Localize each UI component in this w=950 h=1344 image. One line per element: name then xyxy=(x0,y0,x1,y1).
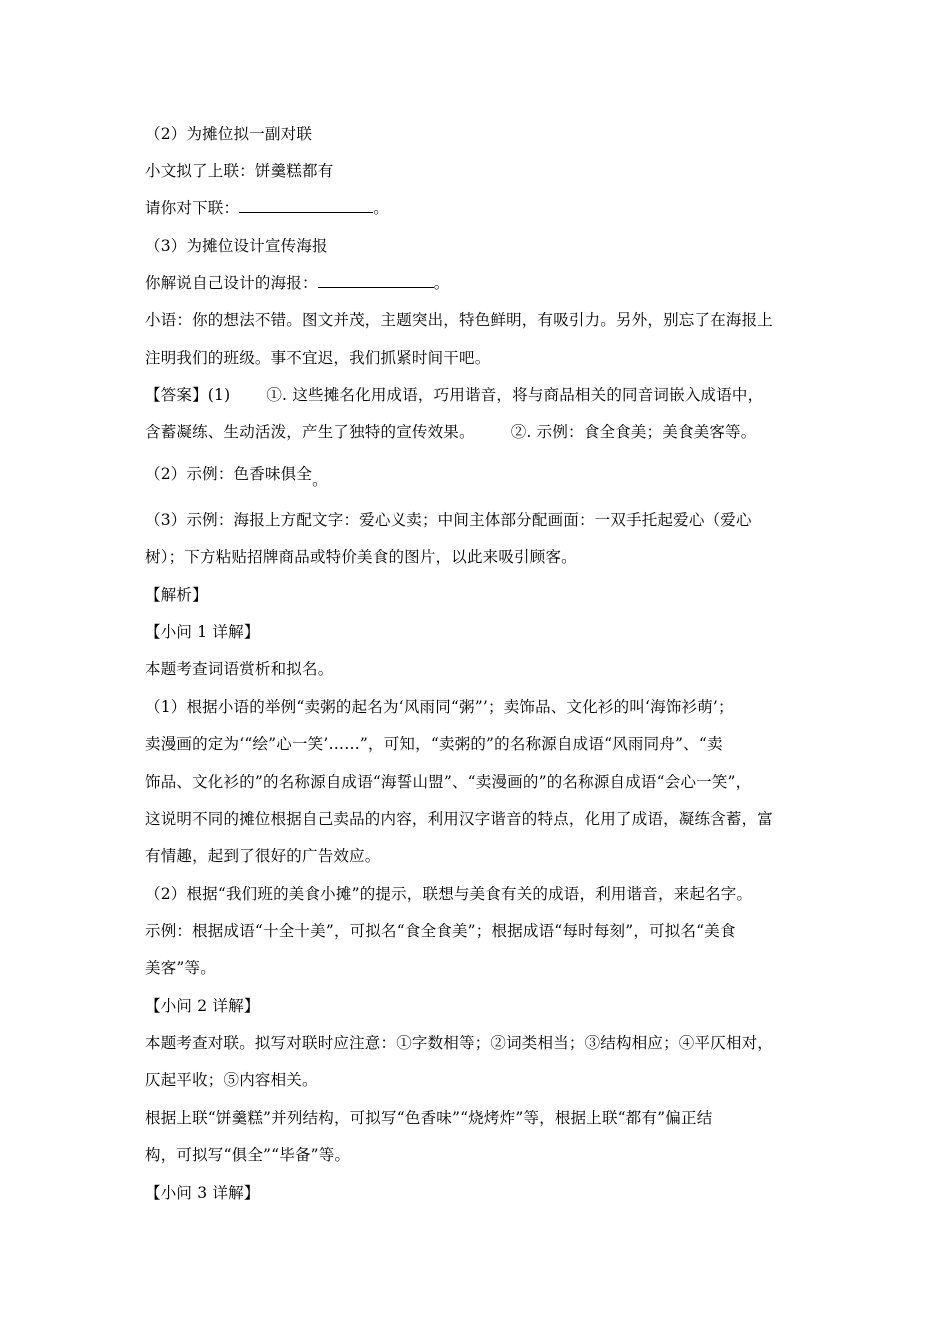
analysis-1-para-line-4: 这说明不同的摊位根据自己卖品的内容，利用汉字谐音的特点，化用了成语，凝练含蓄，富 xyxy=(145,810,774,828)
analysis-1-part-2-line-2: 示例：根据成语“十全十美”，可拟名“食全食美”；根据成语“每时每刻”，可拟名“美食 xyxy=(145,922,736,940)
xiaoyu-comment-line-2: 注明我们的班级。事不宜迟，我们抓紧时间干吧。 xyxy=(145,349,491,367)
sub-question-3-heading: 【小问 3 详解】 xyxy=(145,1184,260,1202)
poster-explain-prompt: 你解说自己设计的海报： 。 xyxy=(145,274,450,292)
sub-question-2-heading: 【小问 2 详解】 xyxy=(145,997,260,1015)
upper-couplet-line: 小文拟了上联：饼羹糕都有 xyxy=(145,162,334,180)
question-3-heading: （3）为摊位设计宣传海报 xyxy=(145,237,328,255)
analysis-1-part-2-line-1: （2）根据“我们班的美食小摊”的提示，联想与美食有关的成语，利用谐音，来起名字。 xyxy=(145,885,753,903)
analysis-1-para-line-3: 饰品、文化衫的”的名称源自成语“海誓山盟”、“卖漫画的”的名称源自成语“会心一笑”， xyxy=(145,773,752,791)
analysis-heading: 【解析】 xyxy=(145,586,208,604)
analysis-2-line-2: 仄起平收；⑤内容相关。 xyxy=(145,1071,318,1089)
analysis-2-line-1: 本题考查对联。拟写对联时应注意：①字数相等；②词类相当；③结构相应；④平仄相对， xyxy=(145,1034,774,1052)
answer-3-line-1: （3）示例：海报上方配文字：爱心义卖；中间主体部分配画面：一双手托起爱心（爱心 xyxy=(145,511,752,529)
answer-3-line-2: 树）；下方粘贴招牌商品或特价美食的图片，以此来吸引顾客。 xyxy=(145,548,577,566)
poster-explain-blank xyxy=(318,273,434,288)
lower-couplet-blank xyxy=(239,198,373,213)
analysis-1-para-line-1: （1）根据小语的举例“卖粥的起名为‘风雨同“粥”’；卖饰品、文化衫的叫‘海饰衫萌’； xyxy=(145,698,734,716)
answer-label: 【答案】(1) xyxy=(145,386,231,404)
answer-line-2: 含蓄凝练、生动活泼，产生了独特的宣传效果。 ②. 示例：食全食美；美食美客等。 xyxy=(145,423,757,441)
analysis-1-part-2-line-3: 美客”等。 xyxy=(145,959,216,977)
analysis-2-line-4: 构，可拟写“俱全”“毕备”等。 xyxy=(145,1146,351,1164)
sub-question-1-heading: 【小问 1 详解】 xyxy=(145,623,260,641)
answer-2-line: （2）示例：色香味俱全。 xyxy=(145,465,328,489)
analysis-1-intro: 本题考查词语赏析和拟名。 xyxy=(145,660,334,678)
analysis-1-para-line-2: 卖漫画的定为‘“绘”心一笑’……”，可知，“卖粥的”的名称源自成语“风雨同舟”、“卖 xyxy=(145,735,723,753)
question-2-heading: （2）为摊位拟一副对联 xyxy=(145,125,313,143)
analysis-1-para-line-5: 有情趣，起到了很好的广告效应。 xyxy=(145,847,381,865)
analysis-2-line-3: 根据上联“饼羹糕”并列结构，可拟写“色香味”“烧烤炸”等，根据上联“都有”偏正结 xyxy=(145,1109,713,1127)
answer-line-1: 【答案】(1) ①. 这些摊名化用成语，巧用谐音，将与商品相关的同音词嵌入成语中， xyxy=(145,386,764,404)
xiaoyu-comment-line-1: 小语：你的想法不错。图文并茂，主题突出，特色鲜明，有吸引力。另外，别忘了在海报上 xyxy=(145,311,774,329)
lower-couplet-prompt: 请你对下联： 。 xyxy=(145,199,389,217)
